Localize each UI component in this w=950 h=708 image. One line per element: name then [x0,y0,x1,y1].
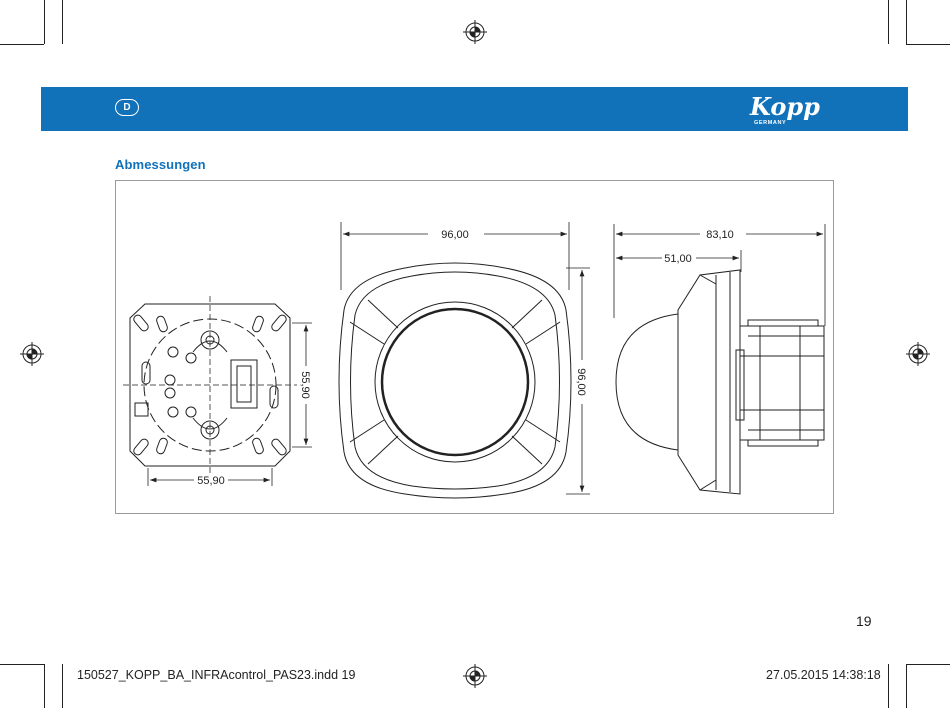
front-view-drawing [339,263,571,498]
dimension-front-width-label: 96,00 [441,229,469,241]
logo-sub-text: GERMANY [754,120,787,126]
section-title: Abmessungen [115,157,206,172]
dimension-side-total-label: 83,10 [706,229,734,241]
page-number: 19 [856,613,872,629]
logo-brand-text: Kopp [750,92,820,121]
dimension-front-height-label: 96,00 [575,368,587,396]
dimension-side-front-label: 51,00 [664,253,692,265]
slug-timestamp: 27.05.2015 14:38:18 [766,668,881,682]
slug-file: 150527_KOPP_BA_INFRAcontrol_PAS23.indd 19 [77,668,356,682]
dimension-left-height-label: 55,90 [299,371,311,399]
side-view-drawing [616,270,824,494]
language-badge: D [115,99,139,116]
mounting-plate-drawing [123,296,297,474]
dimension-left-width-label: 55,90 [197,475,225,487]
